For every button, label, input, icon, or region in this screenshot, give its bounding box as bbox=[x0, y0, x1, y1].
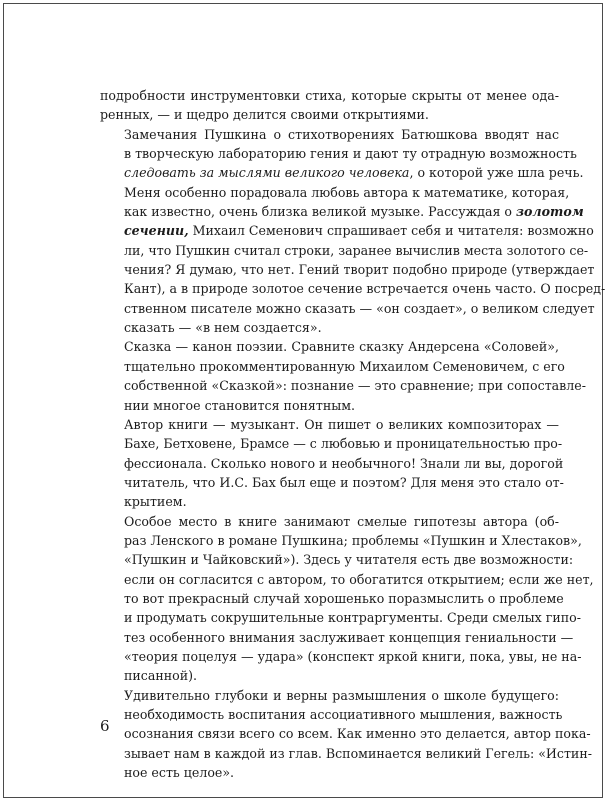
paragraph-7 bbox=[100, 686, 592, 783]
text-fragment: Михаил Семенович спрашивает себя и читателя: возможно bbox=[188, 223, 594, 239]
text-line: ное есть целое». bbox=[124, 765, 235, 781]
text-line: раз Ленского в романе Пушкина; проблемы «Пушкин и Хлестаков», bbox=[124, 532, 582, 548]
text-line: ли, что Пушкин считал строки, заранее вычислив места золотого се- bbox=[124, 242, 589, 258]
text-line: Автор книги — музыкант. Он пишет о великих композиторах — bbox=[124, 416, 559, 432]
text-line: Бахе, Бетховене, Брамсе — с любовью и проницательностью про- bbox=[124, 436, 563, 452]
text-line bbox=[100, 202, 584, 221]
paragraph-6 bbox=[100, 512, 594, 686]
italic-quote: следовать за мыслями великого человека bbox=[124, 165, 410, 181]
text-line: «Пушкин и Чайковский»). Здесь у читателя есть две возможности: bbox=[124, 552, 574, 568]
text-line: подробности инструментовки стиха, которые скрыты от менее ода- bbox=[100, 88, 559, 103]
page-number: 6 bbox=[100, 717, 110, 735]
text-line: в творческую лабораторию гения и дают ту отрадную возможность bbox=[124, 146, 577, 162]
text-fragment: как известно, очень близка великой музыке. Рассуждая о bbox=[124, 204, 516, 220]
text-line: зывает нам в каждой из глав. Вспоминается великий Гегель: «Истин- bbox=[124, 745, 592, 761]
text-line: собственной «Сказкой»: познание — это сравнение; при сопоставле- bbox=[124, 378, 586, 394]
text-line: осознания связи всего со всем. Как именно это делается, автор пока- bbox=[124, 726, 591, 742]
emphasized-term: золотом bbox=[516, 204, 584, 220]
text-line: ственном писателе можно сказать — «он создает», о великом следует bbox=[124, 300, 595, 316]
text-line bbox=[100, 221, 594, 240]
text-line: писанной). bbox=[124, 668, 198, 684]
text-line: «теория поцелуя — удара» (конспект яркой книги, пока, увы, не на- bbox=[124, 648, 582, 664]
paragraph-5 bbox=[100, 415, 564, 512]
text-line: необходимость воспитания ассоциативного мышления, важность bbox=[124, 707, 563, 722]
text-line: сказать — «в нем создается». bbox=[124, 320, 322, 336]
text-line: Сказка — канон поэзии. Сравните сказку Андерсена «Соловей», bbox=[124, 339, 559, 355]
text-line: ренных, — и щедро делится своими открытиями. bbox=[100, 107, 429, 123]
paragraph-2 bbox=[100, 125, 584, 183]
text-line: Удивительно глубоки и верны размышления о школе будущего: bbox=[124, 687, 559, 703]
text-line: и продумать сокрушительные контраргументы. Среди смелых гипо- bbox=[124, 610, 582, 626]
text-line: тез особенного внимания заслуживает концепция гениальности — bbox=[124, 629, 574, 645]
body-text bbox=[100, 86, 606, 782]
text-line: Кант), а в природе золотое сечение встречается очень часто. О посред- bbox=[124, 281, 606, 297]
text-line: тщательно прокомментированную Михаилом Семеновичем, с его bbox=[124, 358, 565, 374]
text-line: если он согласится с автором, то обогатится открытием; если же нет, bbox=[124, 571, 594, 587]
text-line: Особое место в книге занимают смелые гипотезы автора (об- bbox=[124, 513, 559, 529]
text-line: нии многое становится понятным. bbox=[124, 397, 356, 413]
emphasized-term: сечении, bbox=[124, 223, 189, 239]
paragraph-3 bbox=[100, 183, 606, 338]
text-line: фессионала. Сколько нового и необычного! Знали ли вы, дорогой bbox=[124, 455, 564, 471]
text-line: крытием. bbox=[124, 494, 187, 510]
text-line: чения? Я думаю, что нет. Гений творит подобно природе (утверждает bbox=[124, 262, 595, 278]
paragraph-1 bbox=[100, 86, 559, 125]
text-line: читатель, что И.С. Бах был еще и поэтом? Для меня это стало от- bbox=[124, 474, 564, 490]
text-line: то вот прекрасный случай хорошенько поразмыслить о проблеме bbox=[124, 590, 564, 606]
text-fragment: , о которой уже шла речь. bbox=[409, 165, 584, 181]
paragraph-4 bbox=[100, 337, 586, 414]
text-line bbox=[100, 163, 584, 182]
text-line: Замечания Пушкина о стихотворениях Батюшкова вводят нас bbox=[124, 126, 559, 142]
book-page bbox=[3, 3, 606, 798]
text-line: Меня особенно порадовала любовь автора к математике, которая, bbox=[124, 184, 570, 200]
